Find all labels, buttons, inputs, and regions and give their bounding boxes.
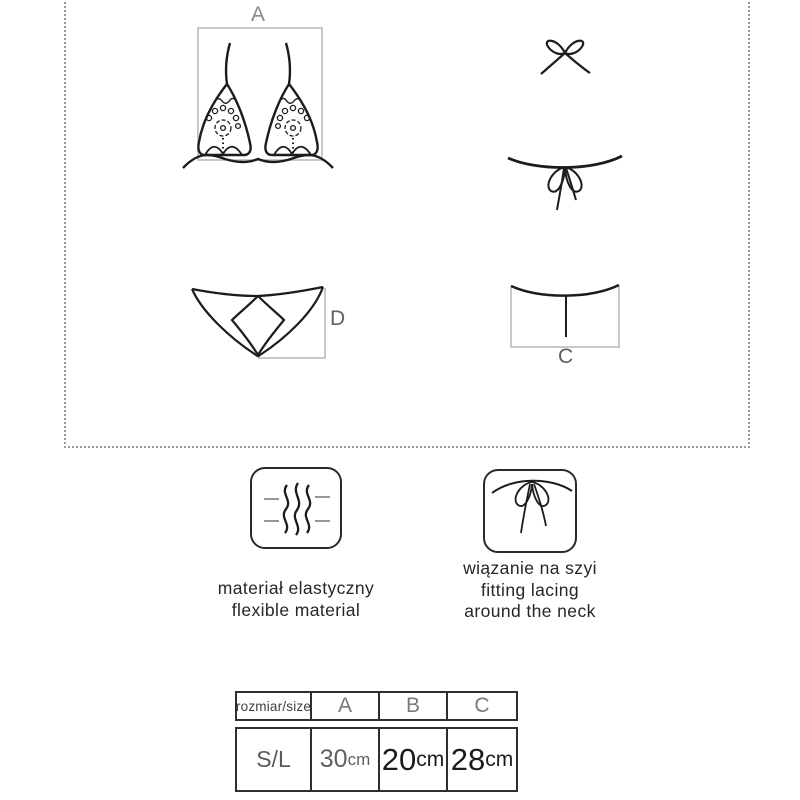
bikini-top-back-drawing xyxy=(495,28,635,213)
size-table-col-a: A xyxy=(312,693,380,719)
neck-lacing-icon xyxy=(483,469,577,553)
bikini-top-front-drawing xyxy=(178,2,338,197)
size-label: S/L xyxy=(237,729,312,790)
size-value-a xyxy=(312,729,380,790)
size-table xyxy=(235,691,518,792)
panties-front-drawing xyxy=(178,278,353,373)
caption-line: materiał elastyczny xyxy=(217,578,375,598)
caption-line: flexible material xyxy=(231,599,361,620)
caption-line: fitting lacing xyxy=(480,579,579,600)
size-table-header-label: rozmiar/size xyxy=(237,693,312,719)
value-number: 20 xyxy=(381,741,417,777)
dimension-label-a: A xyxy=(251,3,267,26)
measure-bracket-a xyxy=(198,28,322,160)
size-table-header xyxy=(235,691,518,721)
value-unit: cm xyxy=(416,747,445,771)
size-value-c xyxy=(448,729,516,790)
caption-line: wiązanie na szyi xyxy=(463,558,597,578)
flexible-material-icon xyxy=(250,467,342,549)
wavy-lines-glyph xyxy=(252,469,344,551)
size-table-row xyxy=(235,727,518,792)
neck-lacing-caption xyxy=(428,558,632,623)
value-unit: cm xyxy=(485,747,514,771)
size-value-b xyxy=(380,729,448,790)
size-table-col-c: C xyxy=(474,694,490,717)
dimension-label-c: C xyxy=(558,345,575,368)
size-table-col-b: B xyxy=(380,693,448,719)
measure-bracket-d xyxy=(258,288,325,358)
panties-back-drawing xyxy=(500,280,630,365)
neck-lacing-glyph xyxy=(485,471,579,555)
flexible-material-caption xyxy=(186,578,406,621)
caption-line: around the neck xyxy=(464,601,596,621)
diagram-dotted-border xyxy=(64,0,750,448)
dimension-label-d: D xyxy=(330,307,347,330)
value-unit: cm xyxy=(347,749,371,769)
value-number: 30 xyxy=(319,745,348,773)
value-number: 28 xyxy=(450,741,486,777)
